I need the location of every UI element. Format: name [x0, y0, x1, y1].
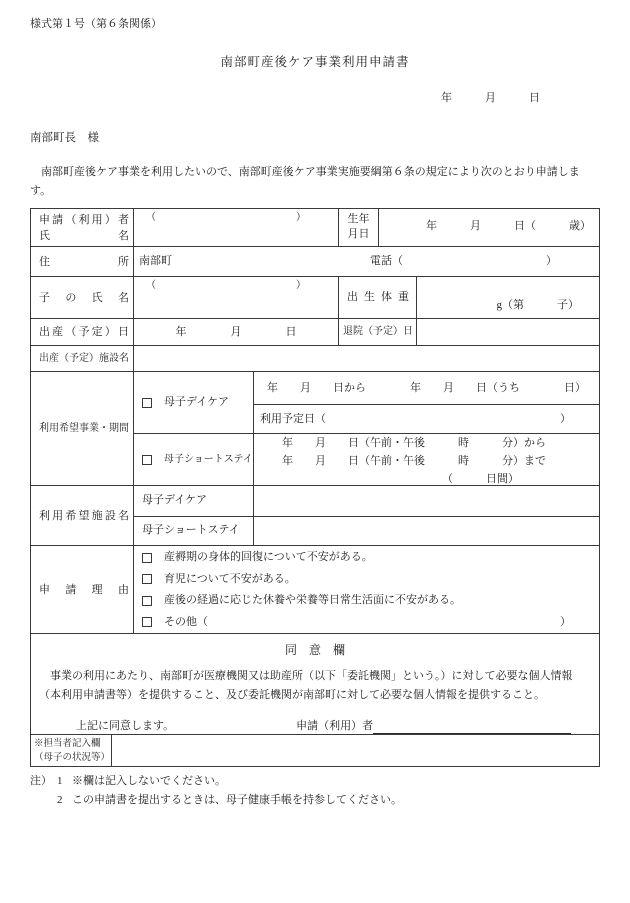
shortstay-row — [133, 433, 599, 485]
facility-daycare-field[interactable] — [253, 486, 599, 515]
agree-text: 上記に同意します。 — [76, 720, 175, 733]
phone-field[interactable]: 電話（ ） — [370, 255, 557, 268]
facility-daycare-row — [133, 486, 599, 515]
applicant-name-field[interactable] — [133, 209, 338, 246]
furigana-parens: （ ） — [146, 280, 306, 292]
facility-label: 利用希望施設名 — [39, 509, 129, 522]
reason-option-2[interactable]: 育児について不安がある。 — [134, 569, 599, 591]
address-field[interactable] — [133, 247, 599, 276]
birthdate-label: 生年 月日 — [338, 209, 378, 246]
table-row-address — [31, 246, 599, 276]
reason-checkbox-other[interactable] — [142, 617, 152, 627]
reason-checkbox-3[interactable] — [142, 596, 152, 606]
facility-shortstay-label: 母子ショートステイ — [133, 517, 253, 546]
reason-checkbox-1[interactable] — [142, 553, 152, 563]
consent-sign-row — [39, 719, 591, 734]
application-table — [30, 208, 600, 767]
table-row-consent — [31, 633, 599, 734]
reason-checkbox-2[interactable] — [142, 574, 152, 584]
date-field[interactable]: 年 月 日 — [441, 91, 540, 104]
daycare-checkbox-cell[interactable] — [133, 372, 253, 433]
daycare-checkbox[interactable] — [142, 398, 152, 408]
child-name-label: 子の氏名 — [39, 291, 129, 304]
form-number: 様式第１号（第６条関係） — [30, 18, 162, 30]
table-row-staff — [31, 734, 599, 766]
reason-option-other[interactable]: その他（ ） — [134, 612, 599, 634]
signature-label: 申請（利用）者 — [296, 720, 374, 733]
shortstay-checkbox-cell[interactable] — [133, 434, 253, 485]
consent-title: 同 意 欄 — [284, 643, 345, 658]
delivery-facility-label: 出産（予定）施設名 — [39, 352, 129, 364]
discharge-date-label: 退院（予定）日 — [338, 319, 416, 345]
intro-paragraph: 南部町産後ケア事業を利用したいので、南部町産後ケア事業実施要綱第６条の規定により次のとおり申請します。 — [30, 166, 580, 198]
facility-shortstay-row — [133, 516, 599, 546]
table-row-delivery-date — [31, 318, 599, 345]
shortstay-label: 母子ショートステイ — [164, 453, 253, 465]
table-row-child — [31, 276, 599, 318]
delivery-date-label: 出産（予定）日 — [39, 326, 129, 339]
table-row-applicant — [31, 209, 599, 246]
note-1: 注） 1 ※欄は記入しないでください。 — [30, 772, 600, 791]
daycare-period-cell — [253, 372, 599, 433]
note-2: 2 この申請書を提出するときは、母子健康手帳を持参してください。 — [30, 791, 600, 810]
reason-option-1[interactable]: 産褥期の身体的回復について不安がある。 — [134, 547, 599, 569]
daycare-row — [133, 372, 599, 433]
furigana-parens: （ ） — [146, 212, 306, 224]
address-prefix: 南部町 — [139, 255, 172, 268]
daycare-label: 母子デイケア — [164, 396, 230, 409]
table-row-service-period — [31, 371, 599, 485]
child-name-field[interactable] — [133, 277, 338, 318]
note-prefix-empty — [30, 791, 57, 810]
staff-entry-label: ※担当者記入欄 （母子の状況等） — [34, 739, 111, 764]
reason-option-3[interactable]: 産後の経過に応じた休養や栄養等日常生活面に不安がある。 — [134, 590, 599, 612]
address-label: 住所 — [39, 255, 129, 268]
shortstay-period-field[interactable]: 年 月 日（午前・午後 時 分）から 年 月 日（午前・午後 時 分）まで （ 日間） — [282, 437, 546, 486]
birthdate-field[interactable]: 年 月 日（ 歳） — [378, 209, 599, 246]
facility-shortstay-field[interactable] — [253, 517, 599, 546]
notes-section — [30, 772, 600, 809]
birth-weight-label: 出生体重 — [338, 277, 416, 318]
table-row-delivery-facility — [31, 345, 599, 371]
shortstay-period-cell — [253, 434, 599, 485]
facility-daycare-label: 母子デイケア — [133, 486, 253, 515]
delivery-facility-field[interactable] — [133, 346, 599, 371]
daycare-planned-field[interactable]: 利用予定日（ ） — [254, 404, 599, 433]
delivery-date-field[interactable]: 年 月 日 — [133, 319, 338, 345]
reason-label: 申請理由 — [39, 583, 129, 596]
applicant-name-label: 申請（利用）者 氏名 — [39, 213, 129, 242]
note-prefix: 注） — [30, 775, 52, 788]
table-row-reason — [31, 545, 599, 633]
table-row-facility — [31, 485, 599, 545]
consent-body: 事業の利用にあたり、南部町が医療機関又は助産所（以下「委託機関」という。）に対して必要な個人情報（本利用申請書等）を提供すること、及び委託機関が南部町に対して必要な個人情報を提供すること。 — [39, 670, 573, 702]
addressee: 南部町長 様 — [30, 131, 99, 144]
signature-line[interactable] — [373, 720, 571, 734]
service-period-label: 利用希望事業・期間 — [39, 422, 129, 434]
reason-options — [133, 546, 599, 633]
discharge-date-field[interactable] — [416, 319, 599, 345]
page-title: 南部町産後ケア事業利用申請書 — [220, 54, 410, 69]
daycare-period-field[interactable]: 年 月 日から 年 月 日（うち 日） — [267, 381, 586, 394]
consent-section — [31, 634, 599, 734]
staff-entry-field[interactable] — [111, 735, 599, 766]
facility-cells — [133, 486, 599, 545]
birth-weight-field[interactable]: g（第 子） — [416, 277, 599, 318]
shortstay-checkbox[interactable] — [142, 455, 152, 465]
service-period-cells — [133, 372, 599, 485]
